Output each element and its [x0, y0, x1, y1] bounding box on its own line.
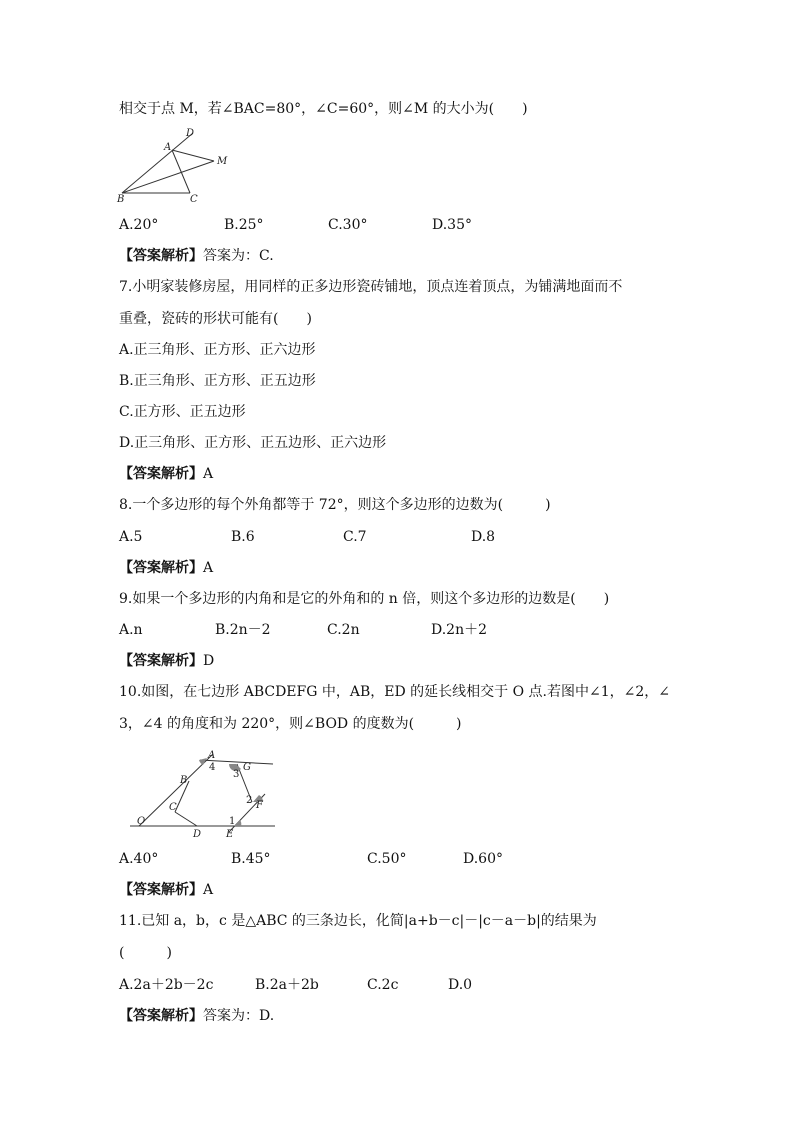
q10-label-D: D: [193, 829, 202, 840]
q11-option-d: D.0: [448, 977, 473, 993]
q10-option-a: A.40°: [119, 851, 159, 867]
q9-option-a: A.n: [119, 622, 143, 638]
q10-figure: [125, 746, 285, 841]
q6-label-A: A: [164, 142, 172, 153]
q10-label-3: 3: [233, 769, 240, 780]
q6-label-C: C: [190, 194, 198, 205]
q10-option-d: D.60°: [463, 851, 503, 867]
q10-label-O: O: [137, 816, 146, 827]
q8-option-b: B.6: [231, 529, 255, 545]
q8-option-a: A.5: [119, 529, 143, 545]
q10-option-b: B.45°: [231, 851, 271, 867]
q6-answer: [119, 246, 274, 266]
q6-label-M: M: [217, 156, 228, 167]
answer-text: 答案为：D.: [203, 1008, 275, 1024]
q10-text-line2: 3，∠4 的角度和为 220°，则∠BOD 的度数为( ): [119, 716, 462, 732]
q7-option-d: D.正三角形、正方形、正五边形、正六边形: [119, 435, 387, 451]
q7-option-c: C.正方形、正五边形: [119, 404, 246, 420]
q9-text: 9.如果一个多边形的内角和是它的外角和的 n 倍，则这个多边形的边数是( ): [119, 591, 610, 607]
q9-option-d: D.2n＋2: [431, 622, 488, 638]
q11-answer: [119, 1006, 274, 1026]
q7-option-a: A.正三角形、正方形、正六边形: [119, 342, 316, 358]
q10-label-F: F: [256, 800, 263, 811]
answer-tag: 【答案解析】: [119, 1008, 203, 1024]
q10-label-1: 1: [229, 816, 236, 827]
q10-label-2: 2: [246, 795, 253, 806]
answer-tag: 【答案解析】: [119, 466, 203, 482]
q10-label-C: C: [169, 802, 177, 813]
q10-text-line1: 10.如图，在七边形 ABCDEFG 中，AB，ED 的延长线相交于 O 点.若图中∠1，∠2，∠: [119, 684, 671, 700]
q6-label-B: B: [117, 194, 125, 205]
q10-label-4: 4: [209, 762, 216, 773]
answer-text: A: [203, 466, 214, 482]
q9-option-b: B.2n－2: [215, 622, 271, 638]
answer-text: A: [203, 882, 214, 898]
q6-option-a: A.20°: [119, 217, 159, 233]
q11-option-c: C.2c: [367, 977, 399, 993]
q8-answer: [119, 558, 213, 578]
q10-option-c: C.50°: [367, 851, 407, 867]
answer-text: A: [203, 560, 214, 576]
q8-option-c: C.7: [343, 529, 367, 545]
q6-label-D: D: [186, 128, 195, 139]
q6-figure: [118, 126, 238, 206]
q6-option-b: B.25°: [224, 217, 264, 233]
q8-text: 8.一个多边形的每个外角都等于 72°，则这个多边形的边数为( ): [119, 497, 551, 513]
answer-text: D: [203, 653, 215, 669]
q11-option-b: B.2a＋2b: [255, 977, 319, 993]
answer-tag: 【答案解析】: [119, 653, 203, 669]
q7-text-line1: 7.小明家装修房屋，用同样的正多边形瓷砖铺地，顶点连着顶点，为铺满地面而不: [119, 279, 623, 295]
q10-label-E: E: [226, 829, 234, 840]
answer-tag: 【答案解析】: [119, 560, 203, 576]
q11-text-line2: ( ): [119, 945, 172, 961]
q10-label-A: A: [208, 750, 216, 761]
q10-label-B: B: [180, 775, 188, 786]
q11-text-line1: 11.已知 a，b，c 是△ABC 的三条边长，化简|a+b－c|－|c－a－b|的结果为: [119, 913, 597, 929]
q6-text: 相交于点 M，若∠BAC=80°，∠C=60°，则∠M 的大小为( ): [119, 101, 528, 117]
q7-option-b: B.正三角形、正方形、正五边形: [119, 373, 316, 389]
answer-tag: 【答案解析】: [119, 248, 203, 264]
q11-option-a: A.2a＋2b－2c: [119, 977, 214, 993]
q10-label-G: G: [243, 762, 251, 773]
answer-tag: 【答案解析】: [119, 882, 203, 898]
q7-text-line2: 重叠，瓷砖的形状可能有( ): [119, 311, 312, 327]
answer-text: 答案为：C.: [203, 248, 274, 264]
q6-option-d: D.35°: [432, 217, 472, 233]
q9-answer: [119, 651, 214, 671]
q7-answer: [119, 464, 213, 484]
q8-option-d: D.8: [471, 529, 496, 545]
q10-answer: [119, 880, 213, 900]
q6-option-c: C.30°: [328, 217, 368, 233]
q9-option-c: C.2n: [327, 622, 360, 638]
